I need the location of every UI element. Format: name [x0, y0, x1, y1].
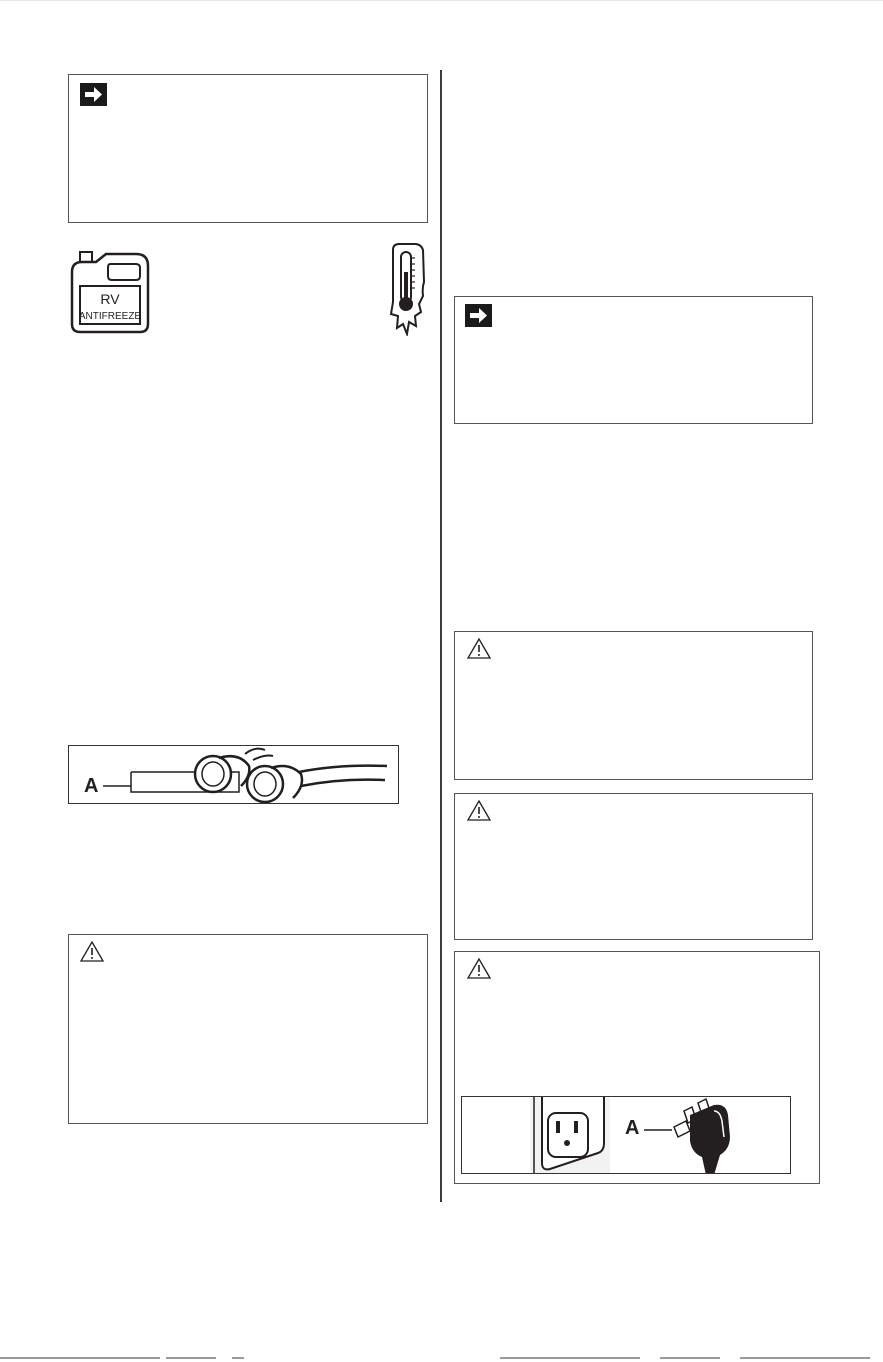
hose-callout-label: A: [84, 775, 99, 797]
hose-fitting-illustration: [69, 746, 399, 804]
warning-triangle-icon: [467, 958, 491, 984]
note-box-right: [454, 296, 813, 424]
column-divider: [440, 70, 442, 1202]
print-trim-marks: [0, 1357, 883, 1362]
plug-callout-label: A: [625, 1117, 640, 1139]
warning-box-left: [68, 934, 428, 1124]
antifreeze-jug-icon: [66, 242, 154, 339]
warning-box-right-1: [454, 631, 813, 780]
warning-triangle-icon: [80, 941, 104, 967]
warning-triangle-icon: [467, 800, 491, 826]
arrow-right-icon: [80, 83, 107, 111]
jug-label-antifreeze: ANTIFREEZE: [78, 311, 142, 322]
hose-fitting-figure: [68, 745, 399, 804]
arrow-right-icon: [465, 304, 492, 332]
grounded-plug-figure: [461, 1096, 791, 1174]
grounded-plug-illustration: [462, 1097, 791, 1174]
frozen-thermometer-icon: [385, 242, 427, 341]
warning-box-right-2: [454, 793, 813, 940]
jug-label-rv: RV: [100, 291, 120, 307]
warning-triangle-icon: [467, 638, 491, 664]
note-box-left: [68, 74, 428, 223]
page-top-rule: [0, 0, 883, 1]
